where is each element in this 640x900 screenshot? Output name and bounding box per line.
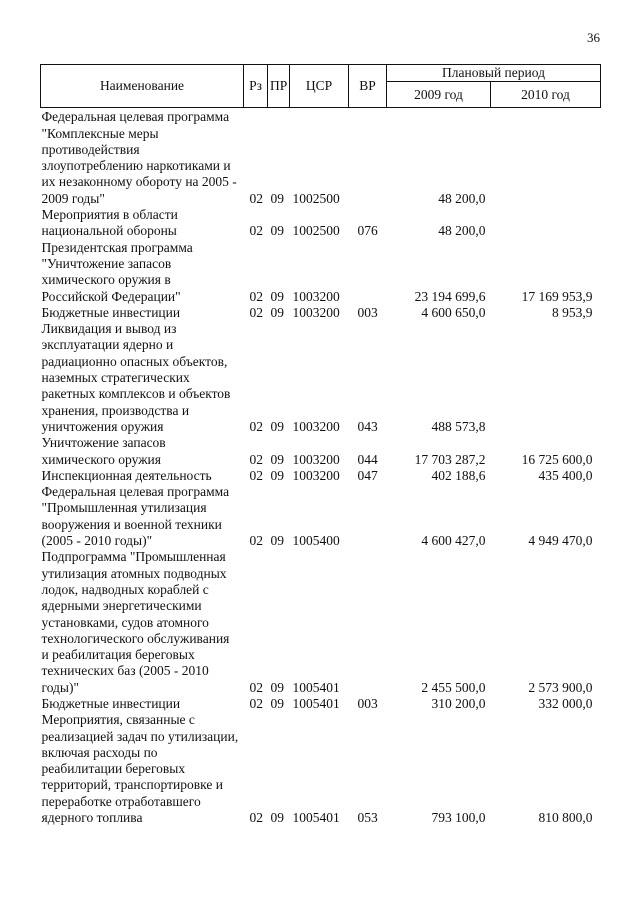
cell-rz: 02 — [249, 695, 263, 711]
cell-2010: 810 800,0 — [538, 810, 593, 826]
cell-2010: 8 953,9 — [552, 304, 593, 320]
cell-name: Уничтожение запасов химического оружия — [41, 435, 166, 467]
table-row — [41, 549, 601, 696]
cell-2009: 17 703 287,2 — [414, 451, 486, 467]
cell-2010: 17 169 953,9 — [521, 288, 593, 304]
table-row — [41, 321, 601, 435]
header-year-2010: 2010 год — [491, 82, 601, 108]
cell-vr — [349, 108, 387, 207]
cell-vr: 076 — [357, 223, 378, 239]
cell-rz: 02 — [249, 533, 263, 549]
cell-name: Подпрограмма "Промышленная утилизация атомных подводных лодок, надводных кораблей с ядерными энергетическими установками, судов атомного технологического обслуживания и реабилитация береговых технических баз (2005 - 2010 годы)" — [41, 549, 230, 695]
cell-csr: 1003200 — [292, 418, 340, 434]
cell-name: Президентская программа "Уничтожение запасов химического оружия в Российской Федерации" — [41, 239, 193, 304]
cell-name: Федеральная целевая программа "Комплексные меры противодействия злоупотреблению наркотиками и их незаконному обороту на 2005 - 2009 годы" — [41, 109, 237, 206]
cell-pr: 09 — [270, 418, 284, 434]
cell-name: Инспекционная деятельность — [41, 467, 212, 483]
cell-2009: 2 455 500,0 — [421, 679, 486, 695]
cell-pr: 09 — [270, 190, 284, 206]
cell-csr: 1005401 — [292, 695, 340, 711]
cell-name: Федеральная целевая программа "Промышленная утилизация вооружения и военной техники (2005 - 2010 годы)" — [41, 484, 230, 549]
cell-pr: 09 — [270, 467, 284, 483]
cell-csr: 1003200 — [292, 288, 340, 304]
table-header — [41, 65, 601, 108]
cell-2010: 4 949 470,0 — [528, 533, 593, 549]
cell-rz: 02 — [249, 190, 263, 206]
cell-2009: 48 200,0 — [438, 190, 486, 206]
cell-2010 — [491, 321, 601, 435]
cell-pr: 09 — [270, 304, 284, 320]
cell-2009: 23 194 699,6 — [414, 288, 486, 304]
cell-name: Мероприятия, связанные с реализацией задач по утилизации, включая расходы по реабилитации береговых территорий, транспортировке и переработке отработавшего ядерного топлива — [41, 712, 239, 826]
cell-pr: 09 — [270, 288, 284, 304]
cell-name: Бюджетные инвестиции — [41, 695, 181, 711]
cell-2009: 4 600 650,0 — [421, 304, 486, 320]
cell-rz: 02 — [249, 810, 263, 826]
cell-pr: 09 — [270, 533, 284, 549]
cell-2009: 48 200,0 — [438, 223, 486, 239]
cell-2010: 332 000,0 — [538, 695, 593, 711]
header-planned-period: Плановый период — [387, 65, 601, 82]
cell-csr: 1002500 — [292, 190, 340, 206]
table-row — [41, 712, 601, 826]
header-year-2009: 2009 год — [387, 82, 491, 108]
cell-2009: 402 188,6 — [431, 467, 486, 483]
table-row — [41, 207, 601, 240]
cell-vr: 043 — [357, 418, 378, 434]
cell-rz: 02 — [249, 679, 263, 695]
table-row — [41, 435, 601, 468]
table-row — [41, 108, 601, 207]
cell-vr: 053 — [357, 810, 378, 826]
cell-rz: 02 — [249, 451, 263, 467]
table-row — [41, 468, 601, 484]
table-row — [41, 484, 601, 549]
cell-pr: 09 — [270, 810, 284, 826]
table-row — [41, 240, 601, 305]
cell-2010: 16 725 600,0 — [521, 451, 593, 467]
cell-2010 — [491, 207, 601, 240]
cell-2009: 793 100,0 — [431, 810, 486, 826]
cell-vr: 044 — [357, 451, 378, 467]
cell-csr: 1005401 — [292, 679, 340, 695]
header-csr: ЦСР — [290, 65, 349, 108]
cell-2010: 2 573 900,0 — [528, 679, 593, 695]
cell-2010 — [491, 108, 601, 207]
cell-name: Бюджетные инвестиции — [41, 304, 181, 320]
cell-rz: 02 — [249, 304, 263, 320]
cell-2009: 488 573,8 — [431, 418, 486, 434]
cell-name: Мероприятия в области национальной обороны — [41, 207, 178, 239]
cell-pr: 09 — [270, 679, 284, 695]
cell-csr: 1005401 — [292, 810, 340, 826]
cell-csr: 1003200 — [292, 451, 340, 467]
page-number: 36 — [587, 30, 600, 45]
cell-2010: 435 400,0 — [538, 467, 593, 483]
cell-csr: 1003200 — [292, 467, 340, 483]
cell-rz: 02 — [249, 418, 263, 434]
table-row — [41, 305, 601, 321]
cell-csr: 1005400 — [292, 533, 340, 549]
cell-vr — [349, 240, 387, 305]
budget-table — [40, 64, 601, 826]
cell-pr: 09 — [270, 223, 284, 239]
header-name: Наименование — [41, 65, 244, 108]
table-body — [41, 108, 601, 827]
cell-vr: 003 — [357, 304, 378, 320]
cell-csr: 1003200 — [292, 304, 340, 320]
cell-name: Ликвидация и вывод из эксплуатации ядерно и радиационно опасных объектов, наземных стратегических ракетных комплексов и объектов хранения, производства и уничтожения оружия — [41, 321, 231, 434]
cell-csr: 1002500 — [292, 223, 340, 239]
cell-rz: 02 — [249, 223, 263, 239]
cell-pr: 09 — [270, 451, 284, 467]
cell-vr: 047 — [357, 467, 378, 483]
cell-vr — [349, 549, 387, 696]
header-rz: Рз — [244, 65, 268, 108]
header-vr: ВР — [349, 65, 387, 108]
cell-vr: 003 — [357, 695, 378, 711]
cell-rz: 02 — [249, 467, 263, 483]
cell-pr: 09 — [270, 695, 284, 711]
cell-rz: 02 — [249, 288, 263, 304]
cell-2009: 310 200,0 — [431, 695, 486, 711]
cell-vr — [349, 484, 387, 549]
cell-2009: 4 600 427,0 — [421, 533, 486, 549]
header-pr: ПР — [268, 65, 290, 108]
table-row — [41, 696, 601, 712]
